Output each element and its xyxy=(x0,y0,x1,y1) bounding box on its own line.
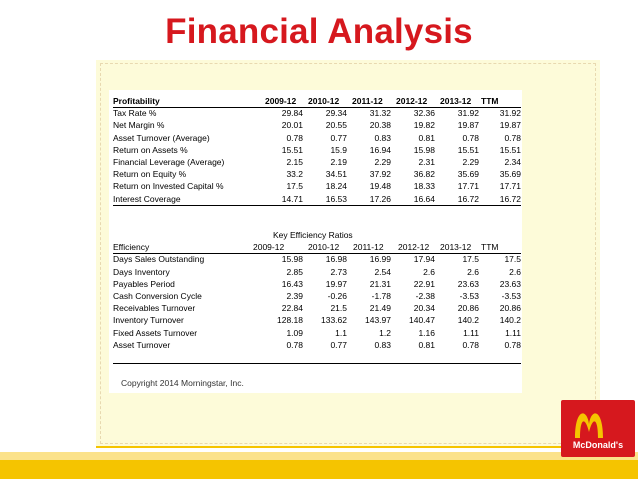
table-rule xyxy=(113,253,521,254)
row-label: Tax Rate % xyxy=(113,108,157,119)
table-cell: 0.81 xyxy=(418,339,435,350)
table-cell: 2.34 xyxy=(504,156,521,167)
copyright-text: Copyright 2014 Morningstar, Inc. xyxy=(121,378,244,388)
table-rule xyxy=(113,107,521,108)
table-cell: 35.69 xyxy=(499,169,521,180)
footer-bar xyxy=(0,452,638,479)
table-cell: 0.78 xyxy=(286,132,303,143)
table-cell: 2.85 xyxy=(286,266,303,277)
header-col: 2009-12 xyxy=(253,242,285,253)
efficiency-section-title: Key Efficiency Ratios xyxy=(273,230,353,240)
table-cell: 2.6 xyxy=(467,266,479,277)
footer-bar-highlight xyxy=(0,452,638,460)
table-cell: 18.33 xyxy=(413,181,435,192)
table-cell: 15.98 xyxy=(413,144,435,155)
table-cell: 23.63 xyxy=(457,278,479,289)
row-label: Days Sales Outstanding xyxy=(113,254,205,265)
table-cell: 31.92 xyxy=(457,108,479,119)
table-cell: 143.97 xyxy=(365,315,391,326)
table-cell: 15.98 xyxy=(281,254,303,265)
table-cell: 2.54 xyxy=(374,266,391,277)
table-cell: 15.51 xyxy=(457,144,479,155)
row-label: Days Inventory xyxy=(113,266,170,277)
table-cell: 20.55 xyxy=(325,120,347,131)
table-cell: 2.29 xyxy=(374,156,391,167)
header-col: 2010-12 xyxy=(308,242,340,253)
table-cell: 1.1 xyxy=(335,327,347,338)
table-cell: 20.86 xyxy=(457,303,479,314)
table-cell: 2.39 xyxy=(286,290,303,301)
header-col: 2011-12 xyxy=(352,96,383,106)
header-col: 2009-12 xyxy=(265,96,297,106)
header-col: 2012-12 xyxy=(398,242,430,253)
table-cell: 16.72 xyxy=(499,193,521,204)
row-label: Asset Turnover xyxy=(113,339,171,350)
table-cell: -3.53 xyxy=(459,290,479,301)
table-cell: 21.49 xyxy=(369,303,391,314)
page-title: Financial Analysis xyxy=(165,12,473,51)
table-cell: 15.51 xyxy=(499,144,521,155)
row-label: Return on Invested Capital % xyxy=(113,181,224,192)
table-cell: 33.2 xyxy=(286,169,303,180)
table-cell: 14.71 xyxy=(281,193,303,204)
table-cell: 128.18 xyxy=(277,315,303,326)
table-cell: 31.92 xyxy=(499,108,521,119)
table-cell: 0.78 xyxy=(462,132,479,143)
row-label: Return on Equity % xyxy=(113,169,187,180)
table-cell: 16.94 xyxy=(369,144,391,155)
row-label: Receivables Turnover xyxy=(113,303,196,314)
table-cell: 1.11 xyxy=(463,327,479,338)
row-label: Asset Turnover (Average) xyxy=(113,132,210,143)
table-cell: 34.51 xyxy=(325,169,347,180)
table-cell: -0.26 xyxy=(327,290,347,301)
table-cell: 140.2 xyxy=(457,315,479,326)
table-cell: 20.01 xyxy=(281,120,303,131)
table-cell: -1.78 xyxy=(371,290,391,301)
table-cell: 2.15 xyxy=(286,156,303,167)
table-cell: 32.36 xyxy=(413,108,435,119)
row-label: Return on Assets % xyxy=(113,144,188,155)
panel-bottom-line xyxy=(96,446,600,448)
table-cell: 1.2 xyxy=(379,327,391,338)
table-cell: 16.43 xyxy=(281,278,303,289)
table-cell: 1.11 xyxy=(505,327,521,338)
table-cell: 15.51 xyxy=(281,144,303,155)
table-cell: 0.81 xyxy=(418,132,435,143)
table-cell: 31.32 xyxy=(369,108,391,119)
table-cell: 0.78 xyxy=(462,339,479,350)
table-cell: 20.34 xyxy=(413,303,435,314)
header-col: 2013-12 xyxy=(440,96,472,106)
logo-wordmark: McDonald's xyxy=(572,440,624,450)
table-cell: 16.64 xyxy=(413,193,435,204)
table-cell: 16.53 xyxy=(325,193,347,204)
header-col: 2010-12 xyxy=(308,96,340,106)
table-cell: 17.71 xyxy=(457,181,479,192)
table-cell: 0.78 xyxy=(504,339,521,350)
table-cell: 1.09 xyxy=(286,327,303,338)
table-cell: 16.98 xyxy=(325,254,347,265)
row-label: Cash Conversion Cycle xyxy=(113,290,202,301)
table-cell: -2.38 xyxy=(415,290,435,301)
table-rule xyxy=(113,205,521,206)
header-col: TTM xyxy=(481,242,499,253)
table-cell: 0.77 xyxy=(330,132,347,143)
header-profitability: Profitability xyxy=(113,96,160,106)
table-cell: 19.97 xyxy=(325,278,347,289)
table-cell: 19.48 xyxy=(369,181,391,192)
table-cell: 2.6 xyxy=(423,266,435,277)
row-label: Inventory Turnover xyxy=(113,315,184,326)
mcdonalds-logo xyxy=(561,400,635,457)
table-cell: 17.5 xyxy=(286,181,303,192)
table-cell: 20.86 xyxy=(499,303,521,314)
table-cell: 29.84 xyxy=(281,108,303,119)
table-cell: 29.34 xyxy=(325,108,347,119)
table-cell: 2.31 xyxy=(418,156,435,167)
table-cell: 19.82 xyxy=(413,120,435,131)
table-cell: 21.31 xyxy=(369,278,391,289)
table-cell: 1.16 xyxy=(418,327,435,338)
table-cell: 37.92 xyxy=(369,169,391,180)
header-col: 2012-12 xyxy=(396,96,428,106)
table-cell: 36.82 xyxy=(413,169,435,180)
table-cell: 0.83 xyxy=(374,132,391,143)
table-cell: 17.94 xyxy=(413,254,435,265)
table-cell: 133.62 xyxy=(321,315,347,326)
row-label: Net Margin % xyxy=(113,120,165,131)
table-cell: 22.91 xyxy=(413,278,435,289)
table-cell: 17.71 xyxy=(499,181,521,192)
table-cell: 17.5 xyxy=(462,254,479,265)
table-cell: 19.87 xyxy=(499,120,521,131)
table-cell: 0.78 xyxy=(504,132,521,143)
table-cell: 16.99 xyxy=(369,254,391,265)
table-cell: -3.53 xyxy=(501,290,521,301)
header-col: 2011-12 xyxy=(353,242,384,253)
header-col: TTM xyxy=(481,96,499,106)
header-col: 2013-12 xyxy=(440,242,472,253)
table-cell: 21.5 xyxy=(330,303,347,314)
table-rule xyxy=(113,363,521,364)
table-cell: 23.63 xyxy=(499,278,521,289)
table-cell: 15.9 xyxy=(330,144,347,155)
header-efficiency: Efficiency xyxy=(113,242,150,253)
table-cell: 18.24 xyxy=(325,181,347,192)
table-cell: 0.83 xyxy=(374,339,391,350)
table-cell: 20.38 xyxy=(369,120,391,131)
table-cell: 140.47 xyxy=(409,315,435,326)
table-cell: 140.2 xyxy=(499,315,521,326)
table-cell: 17.26 xyxy=(369,193,391,204)
table-cell: 2.19 xyxy=(330,156,347,167)
table-cell: 0.78 xyxy=(286,339,303,350)
row-label: Fixed Assets Turnover xyxy=(113,327,198,338)
table-cell: 17.5 xyxy=(504,254,521,265)
table-cell: 2.73 xyxy=(330,266,347,277)
row-label: Interest Coverage xyxy=(113,193,181,204)
row-label: Financial Leverage (Average) xyxy=(113,156,225,167)
table-cell: 16.72 xyxy=(457,193,479,204)
table-cell: 19.87 xyxy=(457,120,479,131)
table-cell: 35.69 xyxy=(457,169,479,180)
row-label: Payables Period xyxy=(113,278,175,289)
table-cell: 0.77 xyxy=(330,339,347,350)
table-cell: 2.6 xyxy=(509,266,521,277)
table-cell: 2.29 xyxy=(462,156,479,167)
table-cell: 22.84 xyxy=(281,303,303,314)
